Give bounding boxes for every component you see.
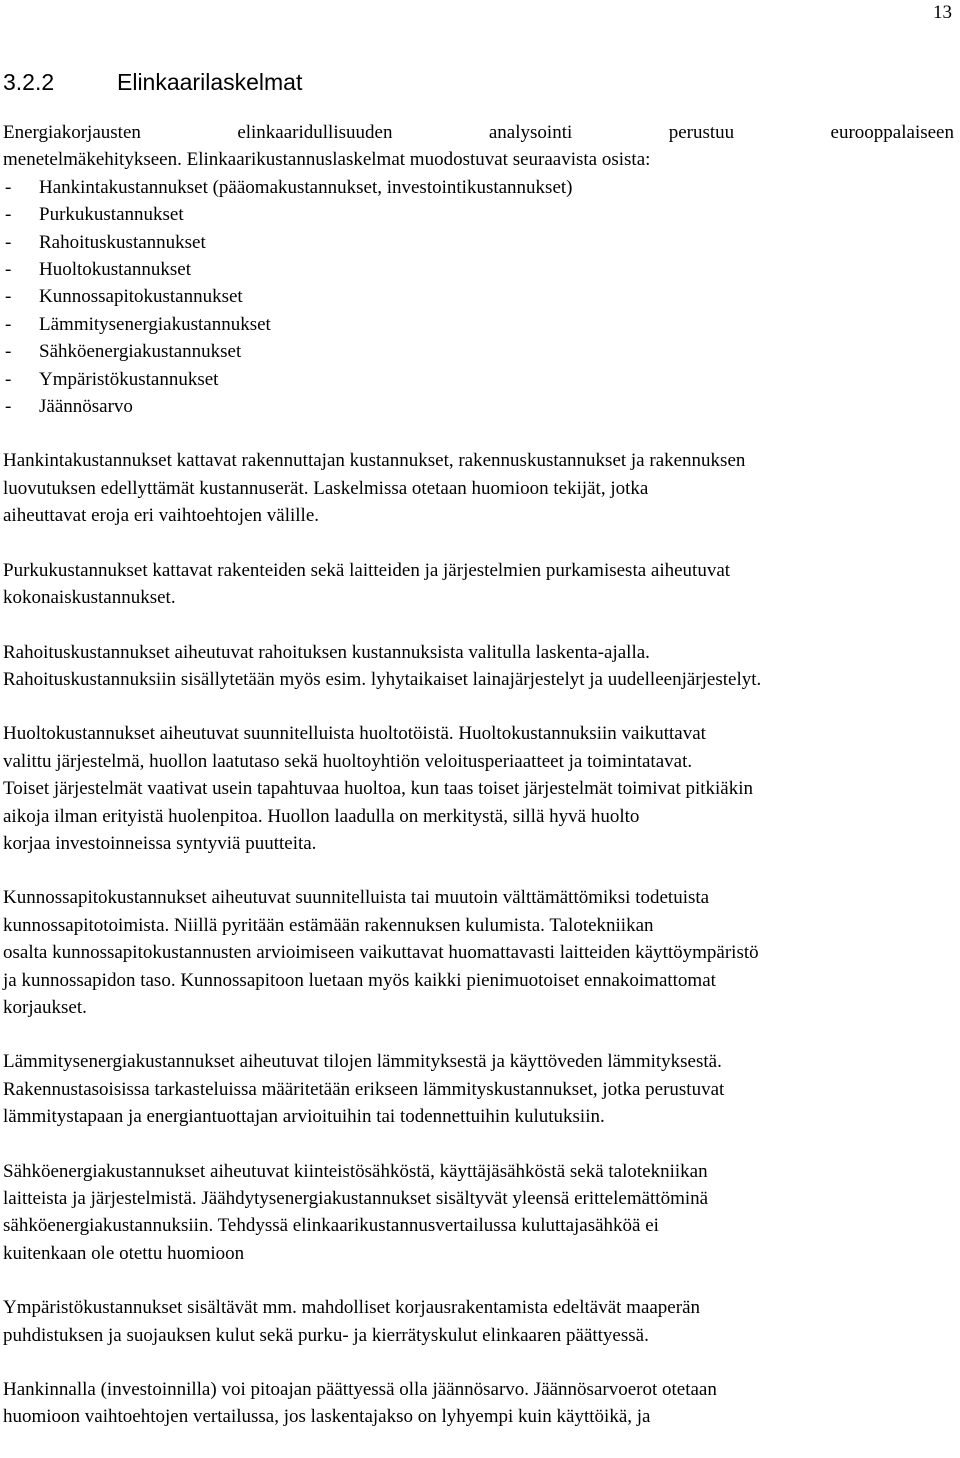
list-dash: -	[5, 204, 12, 226]
list-item-text: Sähköenergiakustannukset	[39, 341, 242, 363]
document-body	[3, 119, 954, 1458]
paragraph-line: ja kunnossapidon taso. Kunnossapitoon luetaan myös kaikki pienimuotoiset ennakoimattomat	[3, 969, 716, 991]
list-dash: -	[5, 368, 12, 390]
paragraph-line: Hankintakustannukset kattavat rakennuttajan kustannukset, rakennuskustannukset ja rakennuksen	[3, 450, 746, 472]
paragraph-line: korjaukset.	[3, 996, 87, 1018]
paragraph	[3, 884, 954, 1021]
list-item-text: Lämmitysenergiakustannukset	[39, 313, 271, 335]
paragraph-line: Toiset järjestelmät vaativat usein tapahtuvaa huoltoa, kun taas toiset järjestelmät toimivat pitkiäkin	[3, 778, 754, 800]
paragraph-line: lämmitystapaan ja energiantuottajan arvioituihin tai todennettuihin kulutuksiin.	[3, 1106, 605, 1128]
paragraph-line: Lämmitysenergiakustannukset aiheutuvat tilojen lämmityksestä ja käyttöveden lämmityksestä.	[3, 1051, 722, 1073]
list-item	[3, 201, 954, 228]
intro-word: Energiakorjausten	[3, 122, 141, 143]
paragraph-line: kunnossapitotoimista. Niillä pyritään estämään rakennuksen kulumista. Talotekniikan	[3, 914, 654, 936]
intro-word: analysointi	[488, 122, 573, 143]
list-item	[3, 229, 954, 256]
list-dash: -	[5, 231, 12, 253]
intro-word: elinkaaridullisuuden	[237, 122, 393, 143]
list-item	[3, 393, 954, 420]
paragraph-line: Purkukustannukset kattavat rakenteiden sekä laitteiden ja järjestelmien purkamisesta aiheutuvat	[3, 559, 731, 581]
paragraph-line: korjaa investoinneissa syntyviä puutteita.	[3, 832, 317, 854]
paragraph-line: laitteista ja järjestelmistä. Jäähdytysenergiakustannukset sisältyvät yleensä erittelemättöminä	[3, 1188, 709, 1209]
paragraph	[3, 447, 954, 529]
paragraph-line: aiheuttavat eroja eri vaihtoehtojen välille.	[3, 505, 320, 527]
list-item	[3, 174, 954, 201]
paragraph-line: Hankinnalla (investoinnilla) voi pitoajan päättyessä olla jäännösarvo. Jäännösarvoerot otetaan	[3, 1379, 717, 1401]
list-item-text: Ympäristökustannukset	[39, 368, 219, 390]
list-dash: -	[5, 396, 12, 418]
paragraph	[3, 639, 954, 694]
list-item-text: Huoltokustannukset	[39, 259, 191, 281]
paragraph	[3, 720, 954, 857]
list-dash: -	[5, 286, 12, 308]
list-item-text: Hankintakustannukset (pääomakustannukset, investointikustannukset)	[39, 176, 573, 198]
paragraph-line: sähköenergiakustannuksiin. Tehdyssä elinkaarikustannusvertailussa kuluttajasähköä ei	[3, 1215, 659, 1237]
paragraph-line: Sähköenergiakustannukset aiheutuvat kiinteistösähköstä, käyttäjäsähköstä sekä talotekniikan	[3, 1160, 708, 1182]
paragraph-line: puhdistuksen ja suojauksen kulut sekä purku- ja kierrätyskulut elinkaaren päättyessä.	[3, 1324, 649, 1346]
paragraphs	[3, 447, 954, 1430]
paragraph	[3, 1048, 954, 1130]
paragraph-line: Ympäristökustannukset sisältävät mm. mahdolliset korjausrakentamista edeltävät maaperän	[3, 1297, 700, 1319]
intro-paragraph	[3, 119, 954, 174]
list-item	[3, 256, 954, 283]
paragraph	[3, 1376, 954, 1431]
list-item	[3, 283, 954, 310]
paragraph-line: Rahoituskustannukset aiheutuvat rahoituksen kustannuksista valitulla laskenta-ajalla.	[3, 641, 650, 663]
page-number: 13	[933, 2, 952, 23]
paragraph-line: Kunnossapitokustannukset aiheutuvat suunnitelluista tai muutoin välttämättömiksi todetuista	[3, 887, 710, 909]
section-number: 3.2.2	[3, 69, 55, 95]
list-dash: -	[5, 259, 12, 281]
paragraph	[3, 557, 954, 612]
paragraph-line: kuitenkaan ole otettu huomioon	[3, 1242, 245, 1264]
paragraph-line: kokonaiskustannukset.	[3, 587, 176, 609]
list-item-text: Jäännösarvo	[39, 396, 133, 418]
paragraph-line: Rahoituskustannuksiin sisällytetään myös esim. lyhytaikaiset lainajärjestelyt ja uudelleenjärjestelyt.	[3, 668, 762, 690]
section-title: Elinkaarilaskelmat	[117, 69, 303, 95]
paragraph-line: Huoltokustannukset aiheutuvat suunnitelluista huoltotöistä. Huoltokustannuksiin vaikuttavat	[3, 723, 706, 745]
list-item	[3, 311, 954, 338]
list-dash: -	[5, 313, 12, 335]
list-item-text: Rahoituskustannukset	[39, 231, 206, 253]
paragraph-line: valittu järjestelmä, huollon laatutaso sekä huoltoyhtiön veloitusperiaatteet ja toimintatavat.	[3, 750, 693, 772]
list-dash: -	[5, 341, 12, 363]
list-dash: -	[5, 176, 12, 198]
intro-word: eurooppalaiseen	[830, 122, 954, 143]
intro-line-2: menetelmäkehitykseen. Elinkaarikustannuslaskelmat muodostuvat seuraavista osista:	[3, 149, 651, 171]
paragraph-line: huomioon vaihtoehtojen vertailussa, jos laskentajakso on lyhyempi kuin käyttöikä, ja	[3, 1406, 651, 1428]
intro-word: perustuu	[668, 122, 735, 143]
intro-line-1	[3, 119, 954, 146]
paragraph-line: aikoja ilman erityistä huolenpitoa. Huollon laadulla on merkitystä, sillä hyvä huolto	[3, 805, 640, 827]
list-item	[3, 338, 954, 365]
cost-component-list	[3, 174, 954, 421]
list-item-text: Kunnossapitokustannukset	[39, 286, 243, 308]
section-heading	[3, 69, 302, 96]
paragraph	[3, 1158, 954, 1268]
paragraph-line: Rakennustasoisissa tarkasteluissa määritetään erikseen lämmityskustannukset, jotka perustuvat	[3, 1078, 725, 1100]
list-item-text: Purkukustannukset	[39, 204, 184, 226]
paragraph-line: luovutuksen edellyttämät kustannuserät. Laskelmissa otetaan huomioon tekijät, jotka	[3, 477, 649, 499]
list-item	[3, 366, 954, 393]
paragraph	[3, 1294, 954, 1349]
paragraph-line: osalta kunnossapitokustannusten arvioimiseen vaikuttavat huomattavasti laitteiden käyttöympäristö	[3, 942, 759, 964]
